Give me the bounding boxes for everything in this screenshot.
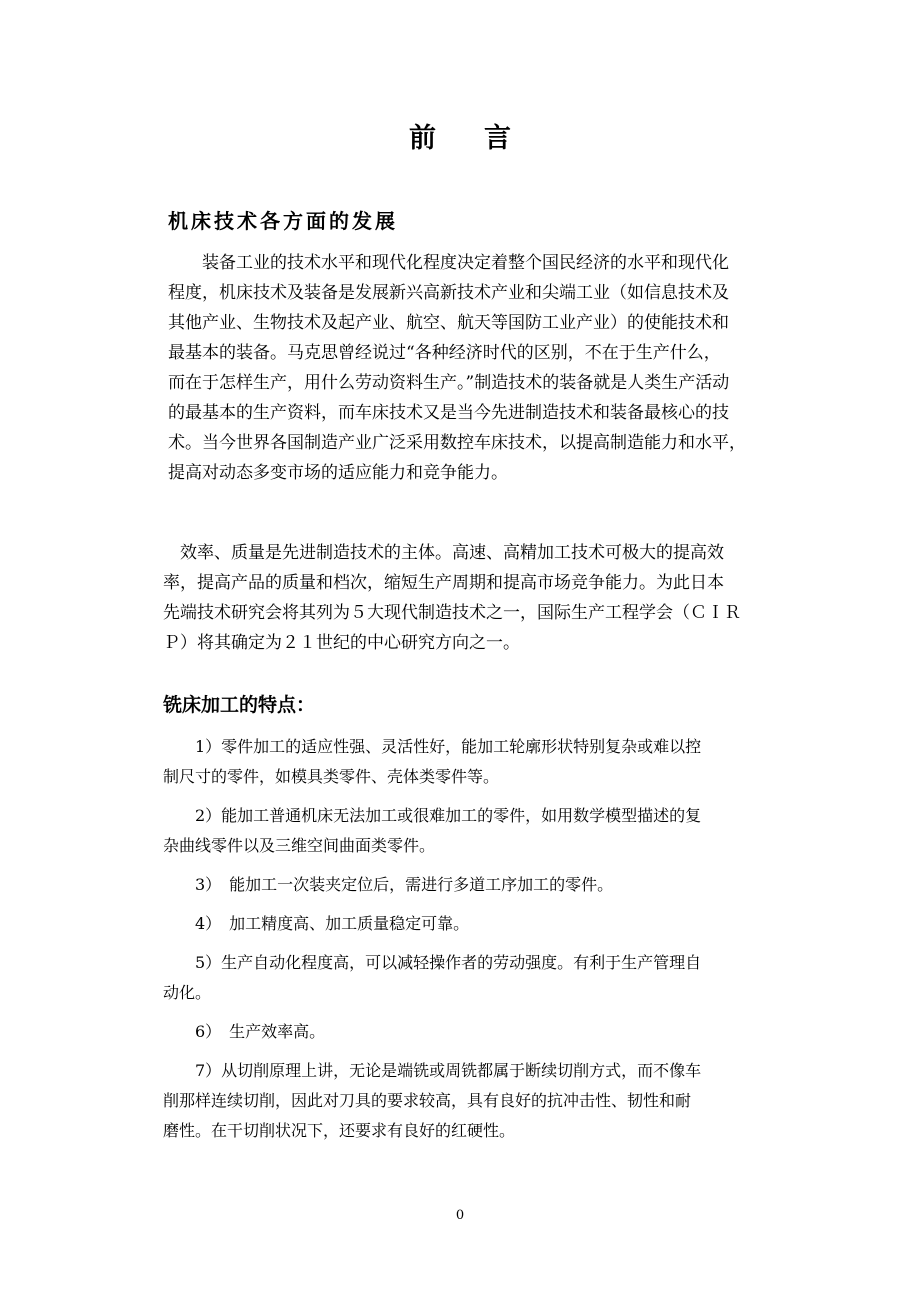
text-line: 7）从切削原理上讲，无论是端铣或周铣都属于断续切削方式，而不像车 xyxy=(163,1061,702,1080)
page-number: 0 xyxy=(455,1208,465,1223)
text-line: 而在于怎样生产，用什么劳动资料生产。”制造技术的装备就是人类生产活动 xyxy=(168,373,730,393)
paragraph-equipment-industry xyxy=(168,248,788,488)
list-item xyxy=(163,801,788,861)
text-line: 动化。 xyxy=(163,983,212,1002)
title-char-1: 前 xyxy=(409,123,436,154)
list-item xyxy=(163,948,788,1008)
section-heading-machine-tool-development: 机床技术各方面的发展 xyxy=(168,209,398,233)
text-line: 磨性。在干切削状况下，还要求有良好的红硬性。 xyxy=(163,1121,516,1140)
milling-features-list xyxy=(163,732,788,1146)
text-line: 2）能加工普通机床无法加工或很难加工的零件，如用数学模型描述的复 xyxy=(163,806,702,825)
text-line: 提高对动态多变市场的适应能力和竞争能力。 xyxy=(168,463,508,483)
text-line: 4） 加工精度高、加工质量稳定可靠。 xyxy=(163,914,470,933)
text-line: 5）生产自动化程度高，可以减轻操作者的劳动强度。有利于生产管理自 xyxy=(163,953,702,972)
paragraph-efficiency-quality xyxy=(163,538,783,658)
text-line: 1）零件加工的适应性强、灵活性好，能加工轮廓形状特别复杂或难以控 xyxy=(163,737,702,756)
text-line: 最基本的装备。马克思曾经说过“各种经济时代的区别，不在于生产什么， xyxy=(168,343,721,363)
text-line: 率，提高产品的质量和档次，缩短生产周期和提高市场竞争能力。为此日本 xyxy=(163,573,724,593)
text-line: 削那样连续切削，因此对刀具的要求较高，具有良好的抗冲击性、韧性和耐 xyxy=(163,1091,692,1110)
title-char-2: 言 xyxy=(484,123,511,154)
list-item xyxy=(163,870,788,900)
list-item xyxy=(163,732,788,792)
section-heading-milling-features: 铣床加工的特点： xyxy=(163,694,316,716)
text-line: 效率、质量是先进制造技术的主体。高速、高精加工技术可极大的提高效 xyxy=(163,543,724,563)
text-line: 先端技术研究会将其列为５大现代制造技术之一，国际生产工程学会（ＣＩＲ xyxy=(163,603,741,623)
text-line: 6） 生产效率高。 xyxy=(163,1022,326,1041)
text-line: 的最基本的生产资料，而车床技术又是当今先进制造技术和装备最核心的技 xyxy=(168,403,729,423)
list-item xyxy=(163,1056,788,1146)
text-line: 术。当今世界各国制造产业广泛采用数控车床技术，以提高制造能力和水平， xyxy=(168,433,746,453)
list-item xyxy=(163,909,788,939)
text-line: 其他产业、生物技术及起产业、航空、航天等国防工业产业）的使能技术和 xyxy=(168,313,729,333)
text-line: 3） 能加工一次装夹定位后，需进行多道工序加工的零件。 xyxy=(163,875,614,894)
text-line: Ｐ）将其确定为２１世纪的中心研究方向之一。 xyxy=(163,633,520,653)
text-line: 程度，机床技术及装备是发展新兴高新技术产业和尖端工业（如信息技术及 xyxy=(168,283,729,303)
list-item xyxy=(163,1017,788,1047)
text-line: 制尺寸的零件，如模具类零件、壳体类零件等。 xyxy=(163,767,500,786)
text-line: 装备工业的技术水平和现代化程度决定着整个国民经济的水平和现代化 xyxy=(168,253,729,273)
text-line: 杂曲线零件以及三维空间曲面类零件。 xyxy=(163,836,436,855)
page-title xyxy=(0,116,920,155)
